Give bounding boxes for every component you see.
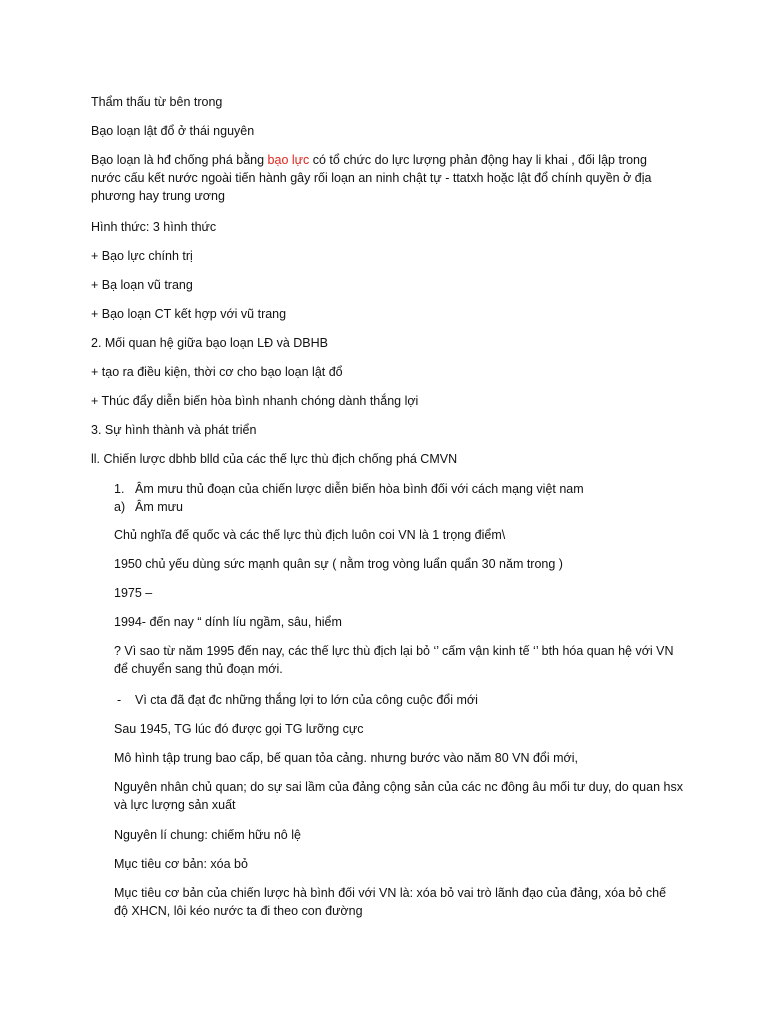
- paragraph-17: [114, 642, 674, 678]
- paragraph-18: Sau 1945, TG lúc đó được gọi TG lưỡng cực: [114, 722, 364, 736]
- paragraph-16: 1994- đến nay “ dính líu ngầm, sâu, hiểm: [114, 615, 342, 629]
- paragraph-20-line-2: và lực lượng sản xuất: [114, 798, 236, 812]
- paragraph-3: [91, 151, 651, 205]
- paragraph-20-line-1: Nguyên nhân chủ quan; do sự sai lầm của đảng cộng sản của các nc đông âu mối tư duy, do quan hsx: [114, 780, 683, 794]
- paragraph-9: + tạo ra điều kiện, thời cơ cho bạo loạn lật đổ: [91, 365, 343, 379]
- paragraph-21: Nguyên lí chung: chiếm hữu nô lệ: [114, 828, 301, 842]
- paragraph-19: Mô hình tập trung bao cấp, bế quan tỏa cảng. nhưng bước vào năm 80 VN đổi mới,: [114, 751, 578, 765]
- paragraph-23-line-1: Mục tiêu cơ bản của chiến lược hà bình đối với VN là: xóa bỏ vai trò lãnh đạo của đảng, xóa bỏ chế: [114, 886, 667, 900]
- paragraph-15: 1975 –: [114, 586, 153, 600]
- paragraph-17-line-2: để chuyển sang thủ đoạn mới.: [114, 662, 283, 676]
- list-marker-a: a): [114, 500, 126, 514]
- paragraph-17-line-1: ? Vì sao từ năm 1995 đến nay, các thế lực thù địch lại bỏ ‘’ cấm vận kinh tế ‘’ bth hóa quan hệ với VN: [114, 644, 674, 658]
- list-text-dash: Vì cta đã đạt đc những thắng lợi to lớn của công cuộc đổi mới: [135, 693, 478, 707]
- paragraph-1: Thẩm thấu từ bên trong: [91, 95, 223, 109]
- paragraph-3-text-before: Bạo loạn là hđ chống phá bằng: [91, 153, 268, 167]
- paragraph-4: Hình thức: 3 hình thức: [91, 220, 217, 234]
- list-text-a: Âm mưu: [135, 500, 183, 514]
- paragraph-5: + Bạo lực chính trị: [91, 249, 193, 263]
- paragraph-13: Chủ nghĩa đế quốc và các thế lực thù địch luôn coi VN là 1 trọng điểm\: [114, 528, 506, 542]
- highlighted-red-text: bạo lực: [267, 153, 310, 167]
- list-marker-1: 1.: [114, 482, 125, 496]
- paragraph-23-line-2: độ XHCN, lôi kéo nước ta đi theo con đường: [114, 904, 363, 918]
- paragraph-6: + Bạ loạn vũ trang: [91, 278, 193, 292]
- list-marker-dash: -: [117, 693, 122, 707]
- paragraph-22: Mục tiêu cơ bản: xóa bỏ: [114, 857, 248, 871]
- paragraph-3-line-1: [91, 151, 651, 169]
- paragraph-8: 2. Mối quan hệ giữa bạo loạn LĐ và DBHB: [91, 336, 328, 350]
- paragraph-3-line-3: phương hay trung ương: [91, 189, 225, 203]
- paragraph-14: 1950 chủ yếu dùng sức mạnh quân sự ( nằm trog vòng luẩn quẩn 30 năm trong ): [114, 557, 563, 571]
- list-text-1: Âm mưu thủ đoạn của chiến lược diễn biến hòa bình đối với cách mạng việt nam: [135, 482, 584, 496]
- paragraph-10: + Thúc đẩy diễn biến hòa bình nhanh chóng dành thắng lợi: [91, 394, 419, 408]
- paragraph-2: Bạo loạn lật đổ ở thái nguyên: [91, 124, 255, 138]
- paragraph-3-text-after: có tổ chức do lực lượng phản động hay li khai , đối lập trong: [309, 153, 647, 167]
- paragraph-11: 3. Sự hình thành và phát triển: [91, 423, 257, 437]
- paragraph-20: [114, 778, 683, 814]
- paragraph-7: + Bạo loạn CT kết hợp với vũ trang: [91, 307, 287, 321]
- paragraph-12: ll. Chiến lược dbhb blld của các thế lực thù địch chống phá CMVN: [91, 452, 458, 466]
- paragraph-3-line-2: nước cấu kết nước ngoài tiến hành gây rối loạn an ninh chật tự - ttatxh hoặc lật đổ chính quyền ở địa: [91, 171, 652, 185]
- paragraph-23: [114, 884, 666, 920]
